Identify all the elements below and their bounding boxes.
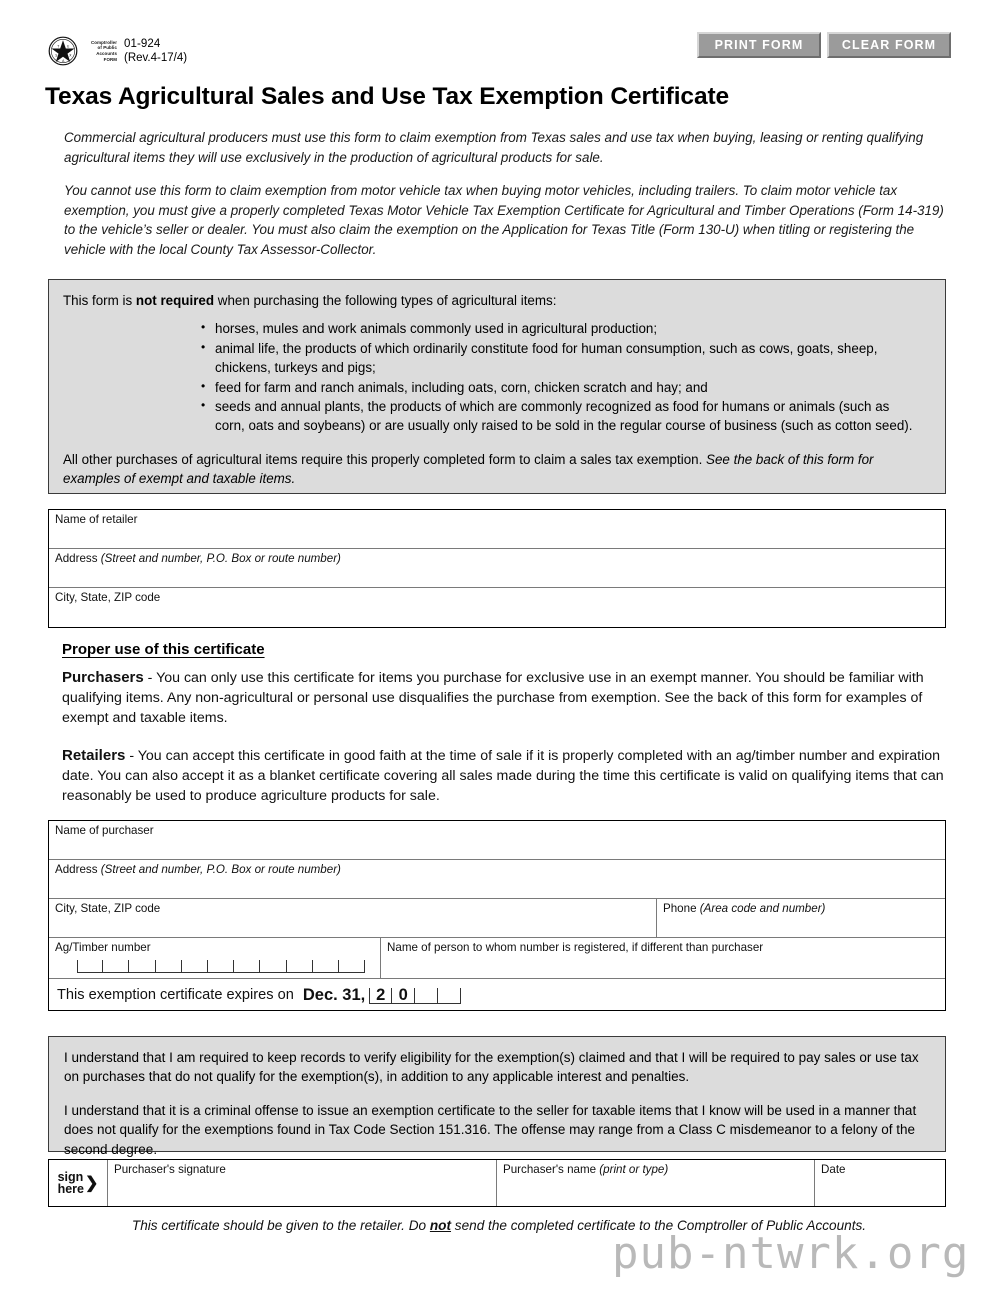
site-watermark: pub-ntwrk.org <box>612 1228 970 1279</box>
intro-paragraph-1: Commercial agricultural producers must use this form to claim exemption from Texas sales and use tax when buying, leasing or renting qualifying agricultural items they will use exclusively in the production of agricultural products for sale. <box>64 130 924 165</box>
agtimber-row <box>49 938 945 979</box>
comb-cell[interactable] <box>103 960 129 973</box>
notice-lead-bold: not required <box>135 293 215 308</box>
notice-tail <box>49 436 945 489</box>
not-required-notice-box <box>48 279 946 494</box>
comb-cell[interactable] <box>129 960 155 973</box>
list-item: • horses, mules and work animals commonly used in agricultural production; <box>201 319 915 338</box>
form-action-buttons <box>697 32 951 58</box>
sign-here-marker <box>49 1160 107 1206</box>
svg-text:T: T <box>57 44 60 49</box>
year-digit-4[interactable] <box>438 988 461 1004</box>
sign-here-line-2: here <box>57 1182 84 1196</box>
signature-row <box>48 1159 946 1207</box>
comb-cell[interactable] <box>260 960 286 973</box>
acknowledgement-box <box>48 1036 946 1157</box>
purchaser-printed-name-hint: (print or type) <box>599 1163 669 1176</box>
comb-cell[interactable] <box>339 960 365 973</box>
retailer-information-fields <box>48 509 946 628</box>
notice-tail-italic: See the back of this form for examples of exempt and taxable items. <box>63 451 874 487</box>
comb-cell[interactable] <box>77 960 103 973</box>
year-digit-2[interactable]: 0 <box>392 988 415 1004</box>
purchaser-city-phone-row <box>49 899 945 938</box>
footer-part-bold: not <box>429 1218 452 1233</box>
purchaser-phone-hint: (Area code and number) <box>699 902 826 915</box>
notice-tail-plain: All other purchases of agricultural items require this properly completed form to claim a sales tax exemption. <box>63 451 707 467</box>
purchasers-paragraph <box>62 668 948 729</box>
page-title: Texas Agricultural Sales and Use Tax Exemption Certificate <box>45 83 730 110</box>
proper-use-heading: Proper use of this certificate <box>62 641 265 658</box>
agtimber-number-label: Ag/Timber number <box>55 941 151 954</box>
form-number: 01-924 <box>124 38 161 50</box>
retailer-city-label: City, State, ZIP code <box>55 591 161 604</box>
retailer-address-hint: (Street and number, P.O. Box or route number) <box>100 552 341 565</box>
agtimber-number-field[interactable] <box>49 938 380 978</box>
expiration-row <box>49 979 945 1010</box>
agtimber-number-comb[interactable] <box>77 960 365 973</box>
retailer-name-label: Name of retailer <box>55 513 138 526</box>
retailer-name-row <box>49 510 945 549</box>
print-form-button[interactable]: PRINT FORM <box>697 32 821 58</box>
sign-here-graphic <box>58 1171 99 1196</box>
purchaser-printed-name-label: Purchaser's name <box>503 1163 600 1176</box>
retailer-city-row <box>49 588 945 627</box>
purchaser-phone-label: Phone <box>663 902 700 915</box>
agency-name-lines <box>83 40 117 62</box>
comb-cell[interactable] <box>182 960 208 973</box>
footer-part-1: This certificate should be given to the retailer. Do <box>131 1218 430 1233</box>
comb-cell[interactable] <box>287 960 313 973</box>
expiration-field[interactable] <box>49 979 945 1010</box>
sign-here-arrow-icon: ❯ <box>85 1174 99 1192</box>
retailer-address-label: Address <box>55 552 101 565</box>
purchaser-city-field[interactable] <box>49 899 656 937</box>
purchaser-printed-name-field[interactable] <box>496 1160 814 1206</box>
agency-line-3: Accounts <box>96 51 117 56</box>
sign-here-words <box>58 1171 84 1196</box>
retailers-paragraph <box>62 746 948 807</box>
retailers-text: - You can accept this certificate in good faith at the time of sale if it is properly completed with an ag/timber number and expiration date. You can also accept it as a blanket certificate covering all sales made during the time this certificate is valid on qualifying items that can reasonably be used to produce agriculture products for sale. <box>62 748 944 805</box>
registered-name-label: Name of person to whom number is registered, if different than purchaser <box>387 941 764 954</box>
agency-line-2: of Public <box>97 45 117 51</box>
purchaser-address-label: Address <box>55 863 101 876</box>
comb-cell[interactable] <box>234 960 260 973</box>
expiration-label: This exemption certificate expires on <box>57 987 294 1003</box>
footer-note <box>0 1218 998 1233</box>
purchaser-phone-field[interactable] <box>656 899 945 937</box>
agency-line-4: FORM <box>103 56 117 62</box>
svg-text:E: E <box>67 44 70 49</box>
list-item: • feed for farm and ranch animals, including oats, corn, chicken scratch and hay; and <box>201 378 915 397</box>
list-item: • animal life, the products of which ordinarily constitute food for human consumption, such as cows, goats, sheep, chickens, turkeys and pigs; <box>201 339 915 378</box>
year-digit-1[interactable]: 2 <box>369 988 392 1004</box>
svg-text:A: A <box>62 58 65 63</box>
purchaser-signature-field[interactable] <box>107 1160 496 1206</box>
clear-form-button[interactable]: CLEAR FORM <box>827 32 951 58</box>
svg-text:S: S <box>55 53 58 58</box>
notice-lead <box>49 280 945 310</box>
purchaser-address-field[interactable] <box>49 860 945 898</box>
form-number-block <box>124 37 187 65</box>
retailer-name-field[interactable] <box>49 510 945 548</box>
notice-bullet-list <box>49 319 945 435</box>
purchaser-name-field[interactable] <box>49 821 945 859</box>
sign-here-line-1: sign <box>57 1169 84 1184</box>
footer-part-2: send the completed certificate to the Comptroller of Public Accounts. <box>451 1218 867 1233</box>
signature-date-label: Date <box>821 1163 846 1176</box>
purchaser-address-hint: (Street and number, P.O. Box or route number) <box>100 863 341 876</box>
comb-cell[interactable] <box>208 960 234 973</box>
form-revision: (Rev.4-17/4) <box>124 52 188 64</box>
purchaser-signature-label: Purchaser's signature <box>114 1163 226 1176</box>
purchaser-name-row <box>49 821 945 860</box>
expiration-year-comb[interactable] <box>369 987 461 1004</box>
purchasers-text: - You can only use this certificate for items you purchase for exclusive use in an exempt manner. You should be familiar with qualifying items. Any non-agricultural or personal use disqualifies the purchase from exemption. See the back of this form for examples of exempt and taxable items. <box>62 670 924 727</box>
signature-date-field[interactable] <box>814 1160 945 1206</box>
year-digit-3[interactable] <box>415 988 438 1004</box>
list-item: • seeds and annual plants, the products of which are commonly recognized as food for humans or animals (such as corn, oats and soybeans) or are usually only raised to be sold in the regular course of business (such as cotton seed). <box>201 397 915 436</box>
purchaser-information-fields <box>48 820 946 1011</box>
registered-name-field[interactable] <box>380 938 945 978</box>
agency-identity <box>48 36 187 66</box>
purchasers-lead: Purchasers <box>62 669 144 686</box>
svg-text:X: X <box>69 53 72 58</box>
agency-line-1: Comptroller <box>91 39 117 45</box>
retailer-address-row <box>49 549 945 588</box>
acknowledgement-paragraph-1: I understand that I am required to keep records to verify eligibility for the exemption(s) claimed and that I will be required to pay sales or use tax on purchases that do not qualify for the exemption(s), in addition to any applicable interest and penalties. <box>64 1050 919 1085</box>
purchaser-city-label: City, State, ZIP code <box>55 902 161 915</box>
retailer-city-field[interactable] <box>49 588 945 627</box>
form-header <box>0 0 998 78</box>
purchaser-name-label: Name of purchaser <box>55 824 154 837</box>
comptroller-seal-icon <box>48 36 78 66</box>
retailer-address-field[interactable] <box>49 549 945 587</box>
acknowledgement-paragraph-2: I understand that it is a criminal offense to issue an exemption certificate to the seller for taxable items that I know will be used in a manner that does not qualify for the exemptions found in Tax Code Section 151.316. The offense may range from a Class C misdemeanor to a felony of the second degree. <box>64 1102 917 1157</box>
expiration-fixed-date: Dec. 31, <box>302 986 366 1004</box>
intro-paragraph-2: You cannot use this form to claim exemption from motor vehicle tax when buying motor vehicles, including trailers. To claim motor vehicle tax exemption, you must give a properly completed Texas Motor Vehicle Tax Exemption Certificate for Agricultural and Timber Operations (Form 14-319) to the vehicle’s seller or dealer. You must also claim the exemption on the Application for Texas Title (Form 130-U) when titling or registering the vehicle with the local County Tax Assessor-Collector. <box>64 183 944 257</box>
purchaser-address-row <box>49 860 945 899</box>
comb-cell[interactable] <box>313 960 339 973</box>
notice-lead-before: This form is <box>63 293 136 308</box>
notice-lead-after: when purchasing the following types of agricultural items: <box>214 293 557 308</box>
expiration-line <box>49 979 945 1010</box>
comb-cell[interactable] <box>156 960 182 973</box>
retailers-lead: Retailers <box>62 747 126 764</box>
